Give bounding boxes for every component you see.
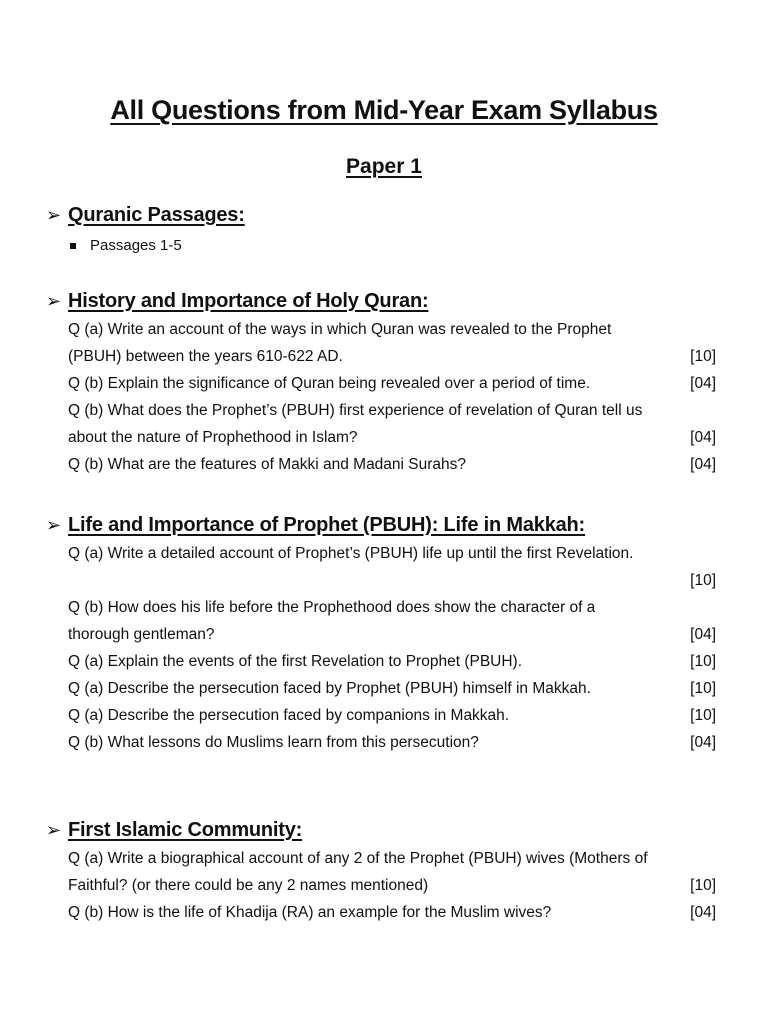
question-text-continued: (PBUH) between the years 610-622 AD. (68, 348, 343, 365)
question-text: Q (b) What does the Prophet’s (PBUH) first experience of revelation of Quran tell us (68, 402, 643, 419)
section-first-islamic-community (46, 817, 716, 926)
question-text-continued: thorough gentleman? (68, 626, 215, 643)
list-item (46, 234, 716, 258)
marks-label: [04] (690, 734, 716, 751)
question-text: Q (a) Write an account of the ways in which Quran was revealed to the Prophet (68, 321, 612, 338)
question-item (68, 540, 716, 594)
section-title: Life and Importance of Prophet (PBUH): Life in Makkah: (68, 513, 586, 536)
question-item (68, 370, 716, 397)
question-text: Q (a) Explain the events of the first Revelation to Prophet (PBUH). (68, 653, 523, 670)
paper-title: Paper 1 (346, 155, 422, 178)
marks-label: [10] (690, 348, 716, 365)
section-history-of-quran (46, 288, 716, 478)
section-heading (46, 202, 716, 228)
question-text: Q (a) Describe the persecution faced by Prophet (PBUH) himself in Makkah. (68, 680, 591, 697)
marks-label: [10] (690, 653, 716, 670)
marks-label: [04] (690, 375, 716, 392)
section-title: First Islamic Community: (68, 818, 303, 841)
question-item (68, 594, 716, 648)
marks-label: [10] (690, 707, 716, 724)
question-text: Q (b) How is the life of Khadija (RA) an example for the Muslim wives? (68, 904, 552, 921)
question-item (68, 675, 716, 702)
arrow-bullet-icon: ➢ (46, 291, 62, 311)
marks-label: [04] (690, 626, 716, 643)
question-text: Q (a) Write a detailed account of Prophet’s (PBUH) life up until the first Revelation. (68, 545, 634, 562)
question-item (68, 316, 716, 370)
marks-label: [10] (690, 572, 716, 589)
section-title: Quranic Passages: (68, 203, 245, 226)
question-item (68, 845, 716, 899)
marks-label: [10] (690, 680, 716, 697)
question-text: Q (a) Write a biographical account of any 2 of the Prophet (PBUH) wives (Mothers of (68, 850, 648, 867)
question-text: Q (a) Describe the persecution faced by companions in Makkah. (68, 707, 510, 724)
section-title: History and Importance of Holy Quran: (68, 289, 429, 312)
question-list (46, 540, 716, 756)
question-list (46, 845, 716, 926)
question-text: Q (b) What are the features of Makki and Madani Surahs? (68, 456, 467, 473)
section-heading (46, 288, 716, 314)
question-item (68, 648, 716, 675)
question-text: Q (b) How does his life before the Prophethood does show the character of a (68, 599, 596, 616)
section-life-in-makkah (46, 512, 716, 756)
marks-label: [10] (690, 877, 716, 894)
question-text: Q (b) Explain the significance of Quran being revealed over a period of time. (68, 375, 591, 392)
question-text-continued: about the nature of Prophethood in Islam? (68, 429, 358, 446)
question-item (68, 397, 716, 451)
marks-label: [04] (690, 456, 716, 473)
question-item (68, 899, 716, 926)
square-bullet-icon (70, 243, 76, 249)
arrow-bullet-icon: ➢ (46, 820, 62, 840)
question-item (68, 451, 716, 478)
arrow-bullet-icon: ➢ (46, 205, 62, 225)
document-title: All Questions from Mid-Year Exam Syllabus (110, 95, 658, 125)
arrow-bullet-icon: ➢ (46, 515, 62, 535)
question-item (68, 702, 716, 729)
question-item (68, 729, 716, 756)
section-heading (46, 817, 716, 843)
question-text-continued: Faithful? (or there could be any 2 names mentioned) (68, 877, 429, 894)
section-heading (46, 512, 716, 538)
question-list (46, 316, 716, 478)
question-text: Q (b) What lessons do Muslims learn from this persecution? (68, 734, 479, 751)
section-quranic-passages (46, 202, 716, 258)
marks-label: [04] (690, 429, 716, 446)
marks-label: [04] (690, 904, 716, 921)
list-item-text: Passages 1-5 (90, 237, 182, 254)
